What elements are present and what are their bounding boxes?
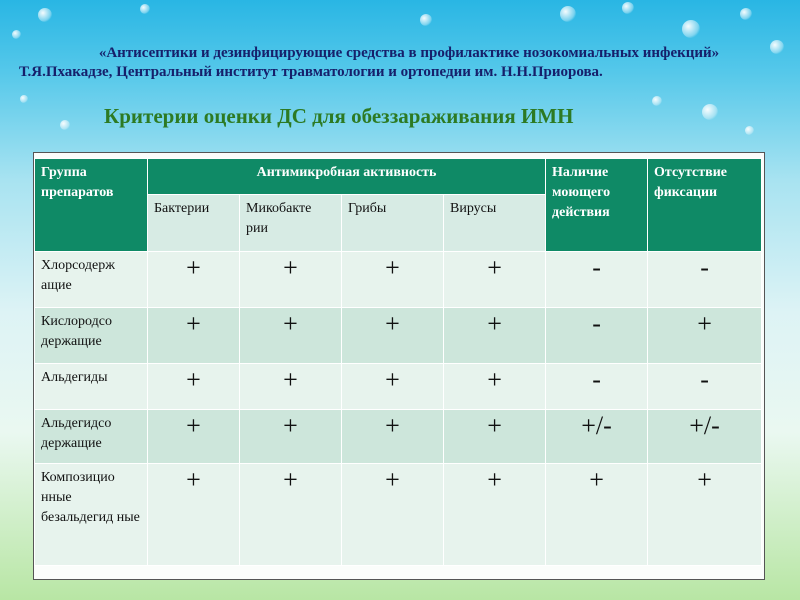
decorative-bubble bbox=[60, 120, 70, 130]
cell-value: + bbox=[148, 464, 240, 566]
cell-value: +/- bbox=[648, 410, 762, 464]
cell-value: - bbox=[546, 252, 648, 308]
decorative-bubble bbox=[20, 95, 28, 103]
decorative-bubble bbox=[740, 8, 752, 20]
cell-value: + bbox=[148, 308, 240, 364]
cell-value: + bbox=[444, 464, 546, 566]
cell-value: + bbox=[342, 308, 444, 364]
table-row bbox=[35, 410, 762, 464]
header-detergent: Наличие моющего действия bbox=[546, 159, 648, 252]
page-title: Критерии оценки ДС для обеззараживания ИМН bbox=[104, 104, 574, 128]
decorative-bubble bbox=[652, 96, 662, 106]
cell-value: + bbox=[240, 464, 342, 566]
decorative-bubble bbox=[420, 14, 432, 26]
header-fixation: Отсутствие фиксации bbox=[648, 159, 762, 252]
header-antimicrobial: Антимикробная активность bbox=[148, 159, 546, 195]
cell-value: + bbox=[444, 252, 546, 308]
subheader-bacteria: Бактерии bbox=[148, 195, 240, 252]
reference-header bbox=[0, 44, 800, 82]
cell-value: + bbox=[546, 464, 648, 566]
row-group-label: Композицио нные безальдегид ные bbox=[35, 464, 148, 566]
table-row bbox=[35, 308, 762, 364]
cell-value: + bbox=[240, 252, 342, 308]
reference-line-2: Т.Я.Пхакадзе, Центральный институт травматологии и ортопедии им. Н.Н.Приорова. bbox=[19, 64, 603, 80]
row-group-label: Альдегидсо держащие bbox=[35, 410, 148, 464]
cell-value: + bbox=[444, 364, 546, 410]
cell-value: + bbox=[342, 410, 444, 464]
row-group-label: Кислородсо держащие bbox=[35, 308, 148, 364]
decorative-bubble bbox=[140, 4, 150, 14]
subheader-mycobacteria: Микобакте рии bbox=[240, 195, 342, 252]
cell-value: + bbox=[148, 410, 240, 464]
cell-value: + bbox=[240, 364, 342, 410]
decorative-bubble bbox=[745, 126, 754, 135]
cell-value: + bbox=[342, 252, 444, 308]
decorative-bubble bbox=[560, 6, 576, 22]
subheader-viruses: Вирусы bbox=[444, 195, 546, 252]
cell-value: + bbox=[240, 308, 342, 364]
cell-value: - bbox=[546, 308, 648, 364]
criteria-table bbox=[34, 158, 762, 566]
decorative-bubble bbox=[702, 104, 718, 120]
cell-value: + bbox=[648, 464, 762, 566]
cell-value: + bbox=[240, 410, 342, 464]
cell-value: - bbox=[648, 364, 762, 410]
decorative-bubble bbox=[38, 8, 52, 22]
table-row bbox=[35, 364, 762, 410]
table-row bbox=[35, 252, 762, 308]
cell-value: + bbox=[148, 364, 240, 410]
row-group-label: Хлорсодерж ащие bbox=[35, 252, 148, 308]
decorative-bubble bbox=[622, 2, 634, 14]
subheader-fungi: Грибы bbox=[342, 195, 444, 252]
reference-line-1: «Антисептики и дезинфицирующие средства в профилактике нозокомиальных инфекций» bbox=[98, 45, 720, 61]
cell-value: + bbox=[648, 308, 762, 364]
decorative-bubble bbox=[682, 20, 700, 38]
decorative-bubble bbox=[12, 30, 21, 39]
cell-value: + bbox=[444, 410, 546, 464]
cell-value: + bbox=[342, 364, 444, 410]
cell-value: + bbox=[444, 308, 546, 364]
header-group: Группа препаратов bbox=[35, 159, 148, 252]
cell-value: - bbox=[546, 364, 648, 410]
table-row bbox=[35, 464, 762, 566]
row-group-label: Альдегиды bbox=[35, 364, 148, 410]
cell-value: +/- bbox=[546, 410, 648, 464]
cell-value: + bbox=[342, 464, 444, 566]
cell-value: - bbox=[648, 252, 762, 308]
cell-value: + bbox=[148, 252, 240, 308]
